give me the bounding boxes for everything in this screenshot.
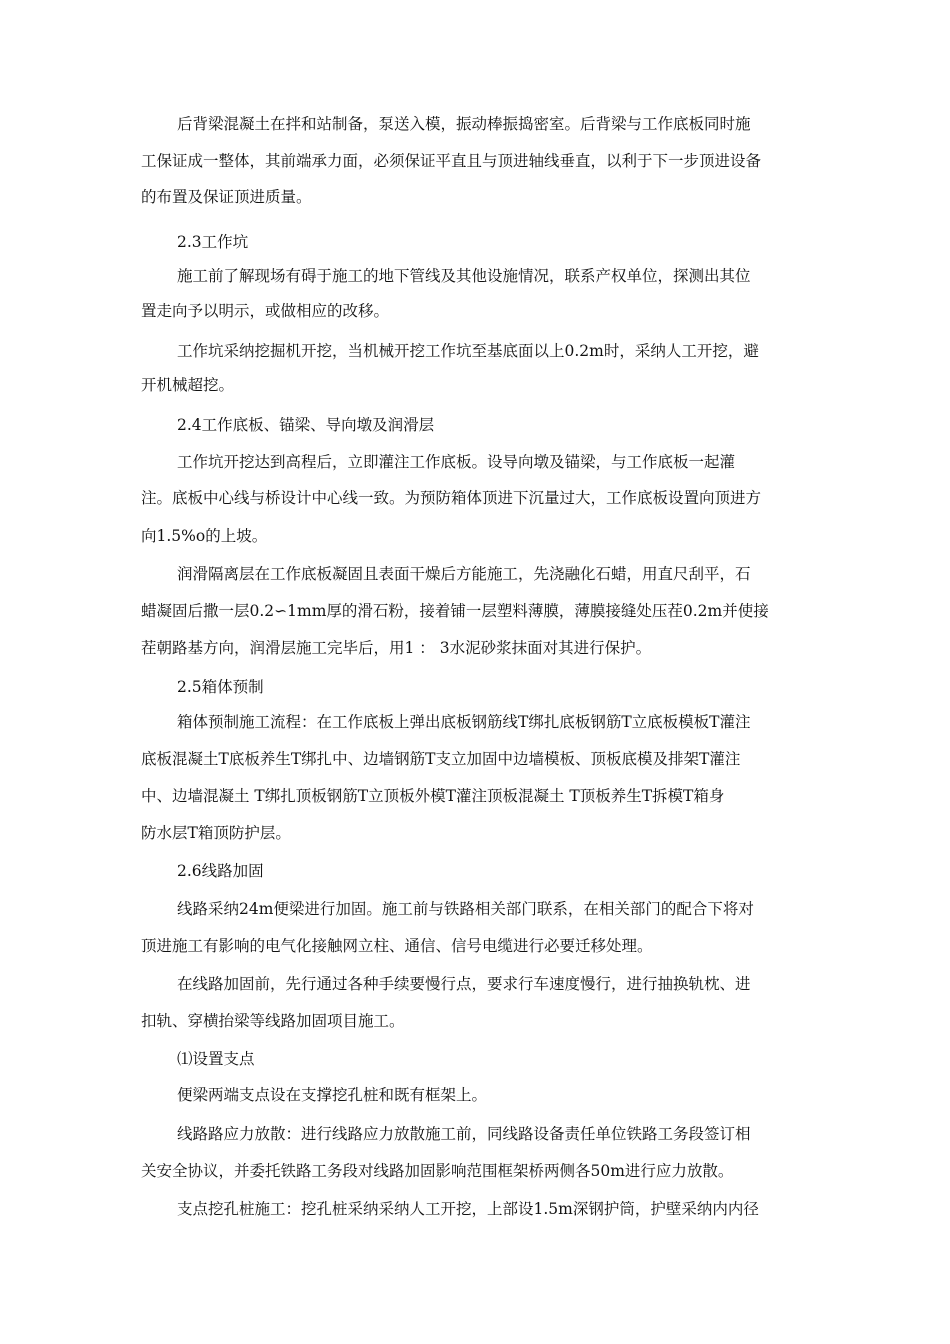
text-line: 的布置及保证顶进质量。 — [141, 188, 312, 206]
text-line: 线路路应力放散：进行线路应力放散施工前，同线路设备责任单位铁路工务段签订相 — [177, 1125, 751, 1143]
section-heading: ⑴设置支点 — [177, 1050, 255, 1068]
text-line: 施工前了解现场有碍于施工的地下管线及其他设施情况，联系产权单位，探测出其位 — [177, 267, 751, 285]
text-line: 工作坑采纳挖掘机开挖，当机械开挖工作坑至基底面以上0.2m时，采纳人工开挖，避 — [177, 342, 759, 360]
text-line: 置走向予以明示，或做相应的改移。 — [141, 302, 390, 320]
section-heading: 2.4工作底板、锚梁、导向墩及润滑层 — [177, 416, 435, 434]
text-line: 顶进施工有影响的电气化接触网立柱、通信、信号电缆进行必要迁移处理。 — [141, 937, 653, 955]
text-line: 防水层T箱顶防护层。 — [141, 824, 291, 842]
text-line: 工作坑开挖达到高程后，立即灌注工作底板。设导向墩及锚梁，与工作底板一起灌 — [177, 453, 736, 471]
text-line: 扣轨、穿横抬梁等线路加固项目施工。 — [141, 1012, 405, 1030]
text-line: 底板混凝土T底板养生T绑扎中、边墙钢筋T支立加固中边墙模板、顶板底模及排架T灌注 — [141, 750, 741, 768]
text-line: 开机械超挖。 — [141, 376, 235, 394]
text-line: 后背梁混凝土在拌和站制备，泵送入模，振动棒振捣密室。后背梁与工作底板同时施 — [177, 115, 751, 133]
text-line: 中、边墙混凝土 T绑扎顶板钢筋T立顶板外模T灌注顶板混凝土 T顶板养生T拆模T箱身 — [141, 787, 725, 805]
text-line: 工保证成一整体，其前端承力面，必须保证平直且与顶进轴线垂直，以利于下一步顶进设备 — [141, 152, 762, 170]
text-line: 便梁两端支点设在支撑挖孔桩和既有框架上。 — [177, 1086, 488, 1104]
text-line: 箱体预制施工流程：在工作底板上弹出底板钢筋线T绑扎底板钢筋T立底板模板T灌注 — [177, 713, 751, 731]
text-line: 向1.5%o的上坡。 — [141, 527, 268, 545]
text-line: 润滑隔离层在工作底板凝固且表面干燥后方能施工，先浇融化石蜡，用直尺刮平，石 — [177, 565, 751, 583]
text-line: 支点挖孔桩施工：挖孔桩采纳采纳人工开挖，上部设1.5m深钢护筒，护壁采纳内内径 — [177, 1200, 759, 1218]
text-line: 线路采纳24m便梁进行加固。施工前与铁路相关部门联系，在相关部门的配合下将对 — [177, 900, 754, 918]
section-heading: 2.5箱体预制 — [177, 678, 264, 696]
text-line: 在线路加固前，先行通过各种手续要慢行点，要求行车速度慢行，进行抽换轨枕、进 — [177, 975, 751, 993]
text-line: 蜡凝固后撒一层0.2∽1mm厚的滑石粉，接着铺一层塑料薄膜，薄膜接缝处压茬0.2m并使接 — [141, 602, 769, 620]
text-line: 茬朝路基方向，润滑层施工完毕后，用1 ： 3水泥砂浆抹面对其进行保护。 — [141, 639, 652, 657]
section-heading: 2.6线路加固 — [177, 862, 264, 880]
text-line: 关安全协议，并委托铁路工务段对线路加固影响范围框架桥两侧各50m进行应力放散。 — [141, 1162, 734, 1180]
section-heading: 2.3工作坑 — [177, 233, 249, 251]
text-line: 注。底板中心线与桥设计中心线一致。为预防箱体顶进下沉量过大，工作底板设置向顶进方 — [141, 489, 762, 507]
